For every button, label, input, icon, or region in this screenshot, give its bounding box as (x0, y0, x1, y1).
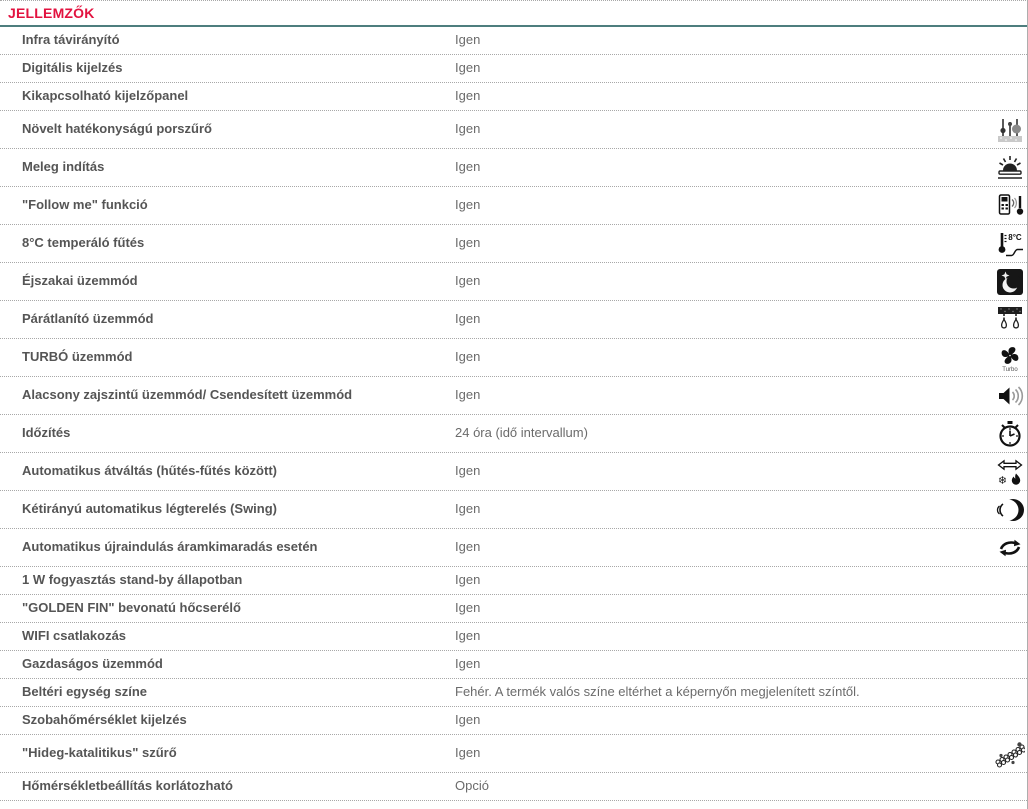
auto-restart-icon (993, 533, 1025, 563)
feature-label: Kikapcsolható kijelzőpanel (22, 88, 189, 104)
feature-row (0, 623, 1027, 651)
feature-value: Igen (455, 463, 481, 479)
feature-label: Infra távirányító (22, 32, 120, 48)
low-noise-icon (993, 381, 1025, 411)
feature-value: Igen (455, 539, 481, 555)
feature-label: Automatikus újraindulás áramkimaradás esetén (22, 539, 318, 555)
feature-row (0, 27, 1027, 55)
feature-value: Opció (455, 778, 489, 794)
feature-value: Igen (455, 311, 481, 327)
feature-value: Igen (455, 572, 481, 588)
feature-label: Alacsony zajszintű üzemmód/ Csendesített üzemmód (22, 387, 353, 403)
swing-icon (993, 495, 1025, 525)
night-mode-icon (993, 267, 1025, 297)
feature-label: Növelt hatékonyságú porszűrő (22, 121, 212, 137)
feature-row (0, 187, 1027, 225)
feature-label: WIFI csatlakozás (22, 628, 127, 644)
feature-value: Igen (455, 32, 481, 48)
feature-value: Igen (455, 501, 481, 517)
feature-value: Igen (455, 273, 481, 289)
svg-text:8°C: 8°C (1008, 232, 1022, 242)
feature-value: Igen (455, 600, 481, 616)
feature-label: "GOLDEN FIN" bevonatú hőcserélő (22, 600, 241, 616)
feature-value: Igen (455, 745, 481, 761)
turbo-icon (993, 343, 1025, 373)
feature-row (0, 707, 1027, 735)
cold-catalytic-filter-icon (993, 739, 1025, 769)
feature-label: Meleg indítás (22, 159, 105, 175)
feature-value: Igen (455, 88, 481, 104)
feature-value: Igen (455, 60, 481, 76)
section-title: JELLEMZŐK (8, 5, 95, 21)
feature-label: "Follow me" funkció (22, 197, 148, 213)
auto-changeover-icon (993, 457, 1025, 487)
feature-row (0, 111, 1027, 149)
feature-row (0, 225, 1027, 263)
feature-row (0, 491, 1027, 529)
feature-row (0, 55, 1027, 83)
feature-row (0, 651, 1027, 679)
feature-label: Gazdaságos üzemmód (22, 656, 163, 672)
warm-start-icon (993, 153, 1025, 183)
feature-value: Igen (455, 387, 481, 403)
feature-value: Igen (455, 235, 481, 251)
feature-row (0, 415, 1027, 453)
feature-label: 1 W fogyasztás stand-by állapotban (22, 572, 243, 588)
feature-value: Igen (455, 628, 481, 644)
feature-row (0, 679, 1027, 707)
feature-value: Igen (455, 712, 481, 728)
section-header (0, 1, 1027, 27)
feature-label: TURBÓ üzemmód (22, 349, 133, 365)
timer-icon (993, 419, 1025, 449)
feature-row (0, 339, 1027, 377)
feature-label: "Hideg-katalitikus" szűrő (22, 745, 177, 761)
feature-label: Párátlanító üzemmód (22, 311, 154, 327)
feature-label: Szobahőmérséklet kijelzés (22, 712, 187, 728)
follow-me-icon (993, 191, 1025, 221)
feature-row (0, 529, 1027, 567)
feature-row (0, 301, 1027, 339)
temper-heating-8c-icon (993, 229, 1025, 259)
dust-filter-icon (993, 115, 1025, 145)
feature-rows (0, 27, 1027, 801)
feature-row (0, 453, 1027, 491)
feature-value: Igen (455, 121, 481, 137)
feature-row (0, 149, 1027, 187)
svg-text:Turbo: Turbo (1002, 366, 1018, 373)
feature-value: Igen (455, 197, 481, 213)
feature-row (0, 83, 1027, 111)
feature-value: Igen (455, 656, 481, 672)
feature-value: Igen (455, 159, 481, 175)
feature-label: 8°C temperáló fűtés (22, 235, 145, 251)
feature-label: Éjszakai üzemmód (22, 273, 138, 289)
feature-label: Digitális kijelzés (22, 60, 123, 76)
feature-row (0, 735, 1027, 773)
svg-text:❄: ❄ (997, 474, 1008, 487)
feature-row (0, 263, 1027, 301)
feature-row (0, 377, 1027, 415)
feature-value: 24 óra (idő intervallum) (455, 425, 588, 441)
feature-row (0, 595, 1027, 623)
feature-value: Igen (455, 349, 481, 365)
feature-label: Időzítés (22, 425, 71, 441)
feature-value: Fehér. A termék valós színe eltérhet a képernyőn megjelenített színtől. (455, 684, 860, 700)
feature-row (0, 773, 1027, 801)
feature-row (0, 567, 1027, 595)
feature-label: Kétirányú automatikus légterelés (Swing) (22, 501, 278, 517)
feature-label: Automatikus átváltás (hűtés-fűtés között) (22, 463, 277, 479)
feature-label: Beltéri egység színe (22, 684, 147, 700)
dehumidify-icon (993, 305, 1025, 335)
feature-label: Hőmérsékletbeállítás korlátozható (22, 778, 233, 794)
